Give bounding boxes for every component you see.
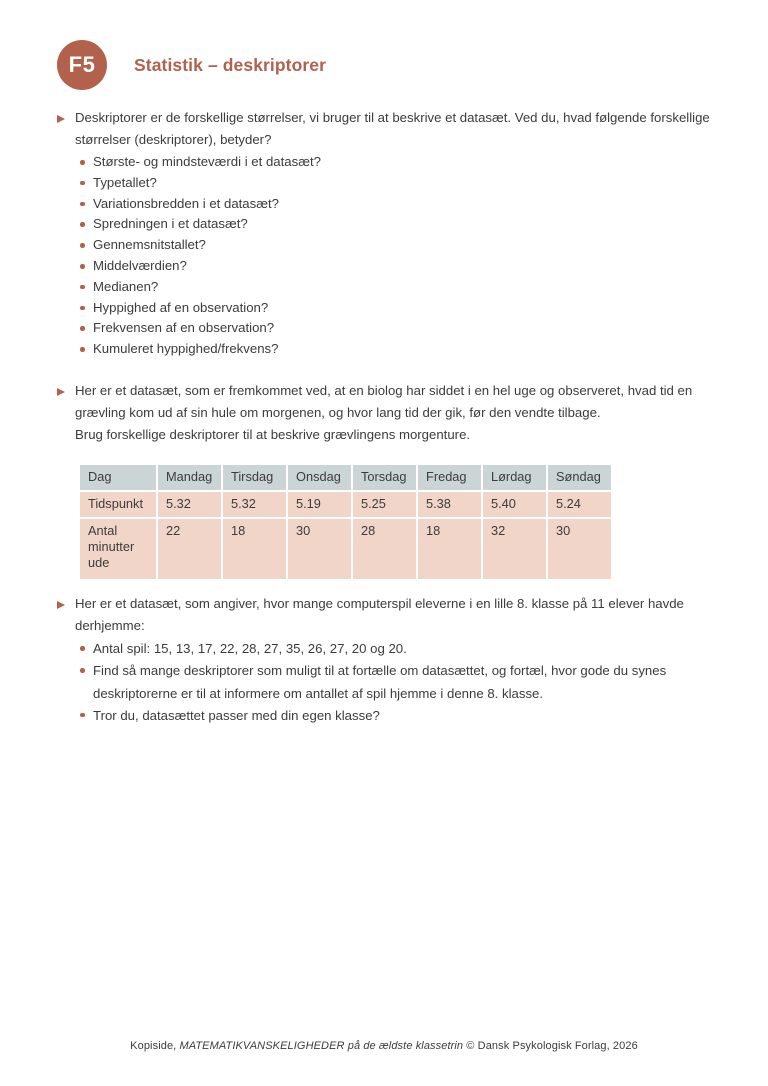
section-descriptors bbox=[57, 107, 731, 360]
triangle-bullet-icon bbox=[57, 380, 75, 446]
table-header-cell: Mandag bbox=[158, 465, 221, 490]
footer-book-title: MATEMATIKVANSKELIGHEDER på de ældste klassetrin bbox=[179, 1040, 464, 1052]
paragraph bbox=[57, 107, 731, 151]
dot-bullet-icon bbox=[80, 194, 93, 215]
dot-bullet-icon bbox=[80, 705, 93, 727]
section-intro-text: Deskriptorer er de forskellige størrelser, vi bruger til at beskrive et datasæt. Ved du, hvad følgende forskellige størrelser (deskriptorer), betyder? bbox=[75, 110, 710, 147]
table-cell: 30 bbox=[548, 519, 611, 579]
table-cell: 22 bbox=[158, 519, 221, 579]
triangle-bullet-icon bbox=[57, 593, 75, 637]
table-cell: 30 bbox=[288, 519, 351, 579]
dot-bullet-icon bbox=[80, 339, 93, 360]
table-cell: 32 bbox=[483, 519, 546, 579]
list-item bbox=[75, 638, 731, 660]
list-item bbox=[75, 339, 731, 360]
footer-prefix: Kopiside, bbox=[130, 1040, 180, 1052]
dot-bullet-icon bbox=[80, 318, 93, 339]
list-item bbox=[75, 318, 731, 339]
list-item-text: Find så mange deskriptorer som muligt til at fortælle om datasættet, og fortæl, hvor gode du synes deskriptorerne er til at informere om antallet af spil hjemme i denne 8. klasse. bbox=[93, 663, 667, 701]
list-item bbox=[75, 173, 731, 194]
dot-bullet-icon bbox=[80, 235, 93, 256]
dot-bullet-icon bbox=[80, 638, 93, 660]
dot-bullet-icon bbox=[80, 660, 93, 705]
task-list bbox=[57, 638, 731, 727]
footer-suffix: © Dansk Psykologisk Forlag, 2026 bbox=[463, 1040, 638, 1052]
list-item bbox=[75, 235, 731, 256]
list-item bbox=[75, 256, 731, 277]
section-intro-wrap bbox=[75, 380, 731, 446]
list-item-text: Hyppighed af en observation? bbox=[93, 299, 269, 315]
dot-bullet-icon bbox=[80, 152, 93, 173]
paragraph bbox=[57, 380, 731, 446]
list-item-text: Variationsbredden i et datasæt? bbox=[93, 195, 279, 211]
table-header-row bbox=[80, 465, 611, 490]
triangle-bullet-icon bbox=[57, 107, 75, 151]
table-cell: 5.32 bbox=[223, 492, 286, 517]
table-header-cell: Fredag bbox=[418, 465, 481, 490]
table-cell: 5.40 bbox=[483, 492, 546, 517]
table-header-cell: Tirsdag bbox=[223, 465, 286, 490]
table-header-cell: Lørdag bbox=[483, 465, 546, 490]
dot-bullet-icon bbox=[80, 277, 93, 298]
table-row bbox=[80, 519, 611, 579]
dot-bullet-icon bbox=[80, 298, 93, 319]
list-item-text: Frekvensen af en observation? bbox=[93, 320, 275, 336]
dot-bullet-icon bbox=[80, 173, 93, 194]
table-cell: 28 bbox=[353, 519, 416, 579]
list-item-text: Antal spil: 15, 13, 17, 22, 28, 27, 35, 26, 27, 20 og 20. bbox=[93, 641, 407, 656]
section-instruction-text: Brug forskellige deskriptorer til at beskrive grævlingens morgenture. bbox=[75, 427, 471, 442]
table-header-cell: Torsdag bbox=[353, 465, 416, 490]
list-item bbox=[75, 277, 731, 298]
list-item bbox=[75, 298, 731, 319]
list-item-text: Middelværdien? bbox=[93, 257, 187, 273]
section-badger-dataset bbox=[57, 380, 731, 446]
list-item-text: Spredningen i et datasæt? bbox=[93, 216, 248, 232]
row-label-cell: Antal minutter ude bbox=[80, 519, 156, 579]
table-cell: 5.32 bbox=[158, 492, 221, 517]
list-item-text: Kumuleret hyppighed/frekvens? bbox=[93, 341, 279, 357]
paragraph bbox=[57, 593, 731, 637]
table-cell: 18 bbox=[223, 519, 286, 579]
table-header-cell: Onsdag bbox=[288, 465, 351, 490]
section-intro-text: Her er et datasæt, som er fremkommet ved, at en biolog har siddet i en hel uge og observeret, hvad tid en grævling kom ud af sin hule om morgenen, og hvor lang tid der gik, før den vendte tilbage. bbox=[75, 383, 693, 420]
table-cell: 5.25 bbox=[353, 492, 416, 517]
footer-copyright bbox=[0, 1040, 768, 1052]
descriptor-list bbox=[57, 152, 731, 360]
list-item bbox=[75, 194, 731, 215]
list-item-text: Største- og mindsteværdi i et datasæt? bbox=[93, 154, 321, 169]
table-header-cell: Søndag bbox=[548, 465, 611, 490]
table-cell: 5.19 bbox=[288, 492, 351, 517]
badger-data-table bbox=[78, 463, 613, 581]
dot-bullet-icon bbox=[80, 214, 93, 235]
list-item-text: Medianen? bbox=[93, 278, 159, 294]
list-item bbox=[75, 152, 731, 173]
list-item bbox=[75, 214, 731, 235]
table-row bbox=[80, 492, 611, 517]
list-item bbox=[75, 660, 731, 705]
section-games-dataset bbox=[57, 593, 731, 727]
list-item-text: Typetallet? bbox=[93, 174, 157, 190]
page-title: Statistik – deskriptorer bbox=[134, 54, 327, 75]
section-intro-text: Her er et datasæt, som angiver, hvor mange computerspil eleverne i en lille 8. klasse på 11 elever havde derhjemme: bbox=[75, 596, 684, 633]
list-item-text: Gennemsnitstallet? bbox=[93, 237, 206, 253]
table-cell: 5.38 bbox=[418, 492, 481, 517]
row-label-cell: Tidspunkt bbox=[80, 492, 156, 517]
list-item bbox=[75, 705, 731, 727]
page-header bbox=[57, 40, 326, 90]
list-item-text: Tror du, datasættet passer med din egen klasse? bbox=[93, 707, 380, 723]
table-header-cell: Dag bbox=[80, 465, 156, 490]
table-cell: 5.24 bbox=[548, 492, 611, 517]
lesson-badge: F5 bbox=[57, 40, 107, 90]
table-cell: 18 bbox=[418, 519, 481, 579]
dot-bullet-icon bbox=[80, 256, 93, 277]
